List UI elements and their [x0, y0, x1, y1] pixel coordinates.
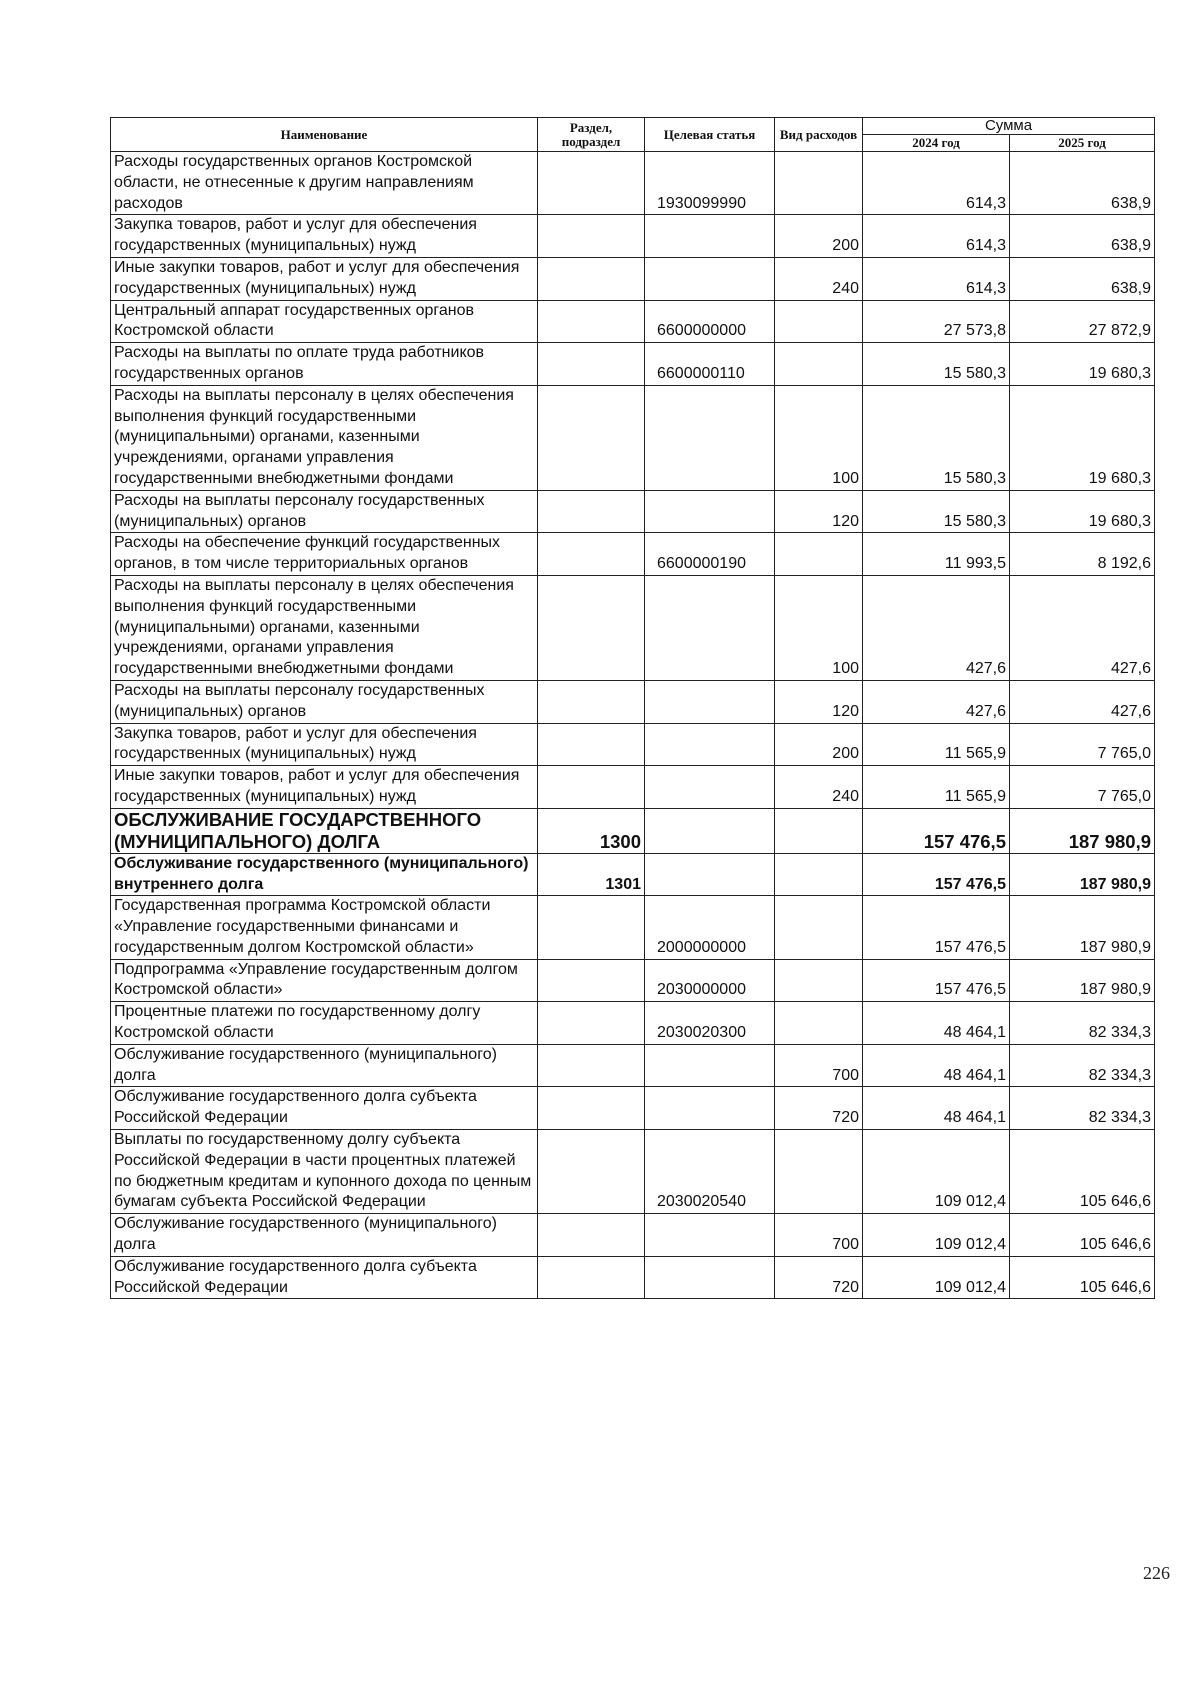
row-target: 2030020540	[645, 1130, 775, 1214]
row-name: Расходы на выплаты персоналу государственных (муниципальных) органов	[111, 490, 538, 533]
row-kind: 700	[775, 1214, 863, 1257]
row-amount-2025: 19 680,3	[1010, 343, 1155, 386]
row-kind: 120	[775, 490, 863, 533]
row-kind: 240	[775, 766, 863, 809]
row-name: ОБСЛУЖИВАНИЕ ГОСУДАРСТВЕННОГО (МУНИЦИПАЛЬНОГО) ДОЛГА	[111, 808, 538, 853]
header-row	[111, 118, 1155, 135]
row-amount-2025: 187 980,9	[1010, 959, 1155, 1002]
row-kind	[775, 1002, 863, 1045]
row-kind	[775, 808, 863, 853]
row-name: Расходы на выплаты персоналу в целях обеспечения выполнения функций государственными (муниципальными) органами, казенными учреждениями, органами управления государственными внебюджетными фондами	[111, 575, 538, 680]
row-name: Выплаты по государственному долгу субъекта Российской Федерации в части процентных платежей по бюджетным кредитам и купонного дохода по ценным бумагам субъекта Российской Федерации	[111, 1130, 538, 1214]
row-amount-2024: 48 464,1	[863, 1044, 1010, 1087]
row-amount-2024: 109 012,4	[863, 1214, 1010, 1257]
row-section	[538, 257, 645, 300]
row-name: Обслуживание государственного долга субъекта Российской Федерации	[111, 1256, 538, 1299]
row-name: Государственная программа Костромской области «Управление государственными финансами и государственным долгом Костромской области»	[111, 896, 538, 959]
row-amount-2024: 614,3	[863, 215, 1010, 258]
table-row	[111, 1087, 1155, 1130]
row-kind: 200	[775, 723, 863, 766]
row-amount-2025: 187 980,9	[1010, 853, 1155, 896]
row-name: Подпрограмма «Управление государственным долгом Костромской области»	[111, 959, 538, 1002]
row-amount-2024: 157 476,5	[863, 853, 1010, 896]
row-target	[645, 723, 775, 766]
table-row	[111, 575, 1155, 680]
row-amount-2025: 638,9	[1010, 152, 1155, 215]
row-amount-2024: 157 476,5	[863, 896, 1010, 959]
header-kind: Вид расходов	[775, 118, 863, 152]
row-amount-2024: 48 464,1	[863, 1002, 1010, 1045]
budget-table	[110, 117, 1155, 1299]
row-amount-2025: 638,9	[1010, 257, 1155, 300]
row-kind: 700	[775, 1044, 863, 1087]
row-target: 6600000190	[645, 533, 775, 576]
row-amount-2024: 427,6	[863, 680, 1010, 723]
row-name: Расходы на выплаты персоналу государственных (муниципальных) органов	[111, 680, 538, 723]
row-target	[645, 853, 775, 896]
row-kind	[775, 343, 863, 386]
row-amount-2024: 48 464,1	[863, 1087, 1010, 1130]
header-sum: Сумма	[863, 118, 1155, 135]
row-amount-2024: 15 580,3	[863, 343, 1010, 386]
table-row	[111, 215, 1155, 258]
row-amount-2024: 614,3	[863, 257, 1010, 300]
row-name: Расходы государственных органов Костромской области, не отнесенные к другим направлениям расходов	[111, 152, 538, 215]
table-row	[111, 1130, 1155, 1214]
row-kind: 100	[775, 575, 863, 680]
row-target: 6600000000	[645, 300, 775, 343]
table-row	[111, 385, 1155, 490]
row-target: 2030000000	[645, 959, 775, 1002]
row-section	[538, 1044, 645, 1087]
row-section	[538, 575, 645, 680]
row-amount-2025: 105 646,6	[1010, 1256, 1155, 1299]
row-amount-2025: 638,9	[1010, 215, 1155, 258]
header-year-2024: 2024 год	[863, 135, 1010, 152]
row-target	[645, 1256, 775, 1299]
row-target: 6600000110	[645, 343, 775, 386]
row-amount-2024: 15 580,3	[863, 385, 1010, 490]
row-kind	[775, 300, 863, 343]
row-amount-2025: 427,6	[1010, 680, 1155, 723]
table-body	[111, 152, 1155, 1299]
row-amount-2024: 11 993,5	[863, 533, 1010, 576]
row-name: Расходы на обеспечение функций государственных органов, в том числе территориальных органов	[111, 533, 538, 576]
table-row	[111, 343, 1155, 386]
row-section: 1300	[538, 808, 645, 853]
row-name: Закупка товаров, работ и услуг для обеспечения государственных (муниципальных) нужд	[111, 215, 538, 258]
table-row	[111, 300, 1155, 343]
row-amount-2025: 82 334,3	[1010, 1044, 1155, 1087]
row-kind: 720	[775, 1087, 863, 1130]
row-amount-2025: 105 646,6	[1010, 1214, 1155, 1257]
row-target	[645, 680, 775, 723]
row-kind	[775, 533, 863, 576]
table-row	[111, 853, 1155, 896]
row-section	[538, 490, 645, 533]
row-amount-2024: 11 565,9	[863, 766, 1010, 809]
row-amount-2025: 8 192,6	[1010, 533, 1155, 576]
row-section	[538, 1130, 645, 1214]
header-section: Раздел, подраздел	[538, 118, 645, 152]
row-section	[538, 723, 645, 766]
row-amount-2025: 7 765,0	[1010, 766, 1155, 809]
row-target	[645, 1044, 775, 1087]
row-name: Обслуживание государственного (муниципального) долга	[111, 1214, 538, 1257]
table-row	[111, 1044, 1155, 1087]
header-target: Целевая статья	[645, 118, 775, 152]
table-row	[111, 723, 1155, 766]
row-name: Центральный аппарат государственных органов Костромской области	[111, 300, 538, 343]
row-target	[645, 1214, 775, 1257]
row-section	[538, 300, 645, 343]
row-section	[538, 1214, 645, 1257]
row-amount-2025: 19 680,3	[1010, 385, 1155, 490]
row-name: Расходы на выплаты персоналу в целях обеспечения выполнения функций государственными (муниципальными) органами, казенными учреждениями, органами управления государственными внебюджетными фондами	[111, 385, 538, 490]
row-section	[538, 1256, 645, 1299]
row-target: 2030020300	[645, 1002, 775, 1045]
row-amount-2025: 82 334,3	[1010, 1002, 1155, 1045]
row-target	[645, 385, 775, 490]
row-kind	[775, 152, 863, 215]
table-row	[111, 1214, 1155, 1257]
header-year-2025: 2025 год	[1010, 135, 1155, 152]
row-name: Закупка товаров, работ и услуг для обеспечения государственных (муниципальных) нужд	[111, 723, 538, 766]
row-section	[538, 215, 645, 258]
row-target	[645, 575, 775, 680]
row-amount-2024: 157 476,5	[863, 808, 1010, 853]
row-section	[538, 680, 645, 723]
row-kind	[775, 959, 863, 1002]
row-section	[538, 766, 645, 809]
row-target	[645, 215, 775, 258]
row-amount-2025: 427,6	[1010, 575, 1155, 680]
row-section	[538, 343, 645, 386]
row-amount-2024: 109 012,4	[863, 1130, 1010, 1214]
table-row	[111, 257, 1155, 300]
row-kind	[775, 1130, 863, 1214]
row-name: Обслуживание государственного долга субъекта Российской Федерации	[111, 1087, 538, 1130]
row-section	[538, 385, 645, 490]
table-row	[111, 959, 1155, 1002]
row-kind	[775, 853, 863, 896]
row-name: Обслуживание государственного (муниципального) внутреннего долга	[111, 853, 538, 896]
row-section	[538, 896, 645, 959]
row-name: Иные закупки товаров, работ и услуг для обеспечения государственных (муниципальных) нужд	[111, 257, 538, 300]
row-kind: 120	[775, 680, 863, 723]
row-amount-2025: 105 646,6	[1010, 1130, 1155, 1214]
row-kind: 240	[775, 257, 863, 300]
row-section	[538, 1002, 645, 1045]
row-target	[645, 1087, 775, 1130]
row-target: 2000000000	[645, 896, 775, 959]
row-section	[538, 959, 645, 1002]
row-amount-2024: 15 580,3	[863, 490, 1010, 533]
row-section: 1301	[538, 853, 645, 896]
header-name: Наименование	[111, 118, 538, 152]
row-amount-2024: 427,6	[863, 575, 1010, 680]
row-section	[538, 152, 645, 215]
row-amount-2025: 19 680,3	[1010, 490, 1155, 533]
row-amount-2024: 27 573,8	[863, 300, 1010, 343]
row-kind: 100	[775, 385, 863, 490]
row-target	[645, 766, 775, 809]
row-target	[645, 257, 775, 300]
row-kind	[775, 896, 863, 959]
table-row	[111, 808, 1155, 853]
table-row	[111, 152, 1155, 215]
row-amount-2025: 187 980,9	[1010, 808, 1155, 853]
row-name: Расходы на выплаты по оплате труда работников государственных органов	[111, 343, 538, 386]
row-name: Обслуживание государственного (муниципального) долга	[111, 1044, 538, 1087]
row-amount-2025: 82 334,3	[1010, 1087, 1155, 1130]
row-amount-2025: 27 872,9	[1010, 300, 1155, 343]
table-row	[111, 680, 1155, 723]
row-amount-2024: 157 476,5	[863, 959, 1010, 1002]
page-number: 226	[1143, 1563, 1170, 1583]
row-target	[645, 808, 775, 853]
row-kind: 200	[775, 215, 863, 258]
table-row	[111, 896, 1155, 959]
table-row	[111, 1002, 1155, 1045]
row-amount-2025: 187 980,9	[1010, 896, 1155, 959]
row-amount-2024: 11 565,9	[863, 723, 1010, 766]
table-row	[111, 533, 1155, 576]
row-target: 1930099990	[645, 152, 775, 215]
row-amount-2024: 614,3	[863, 152, 1010, 215]
row-amount-2024: 109 012,4	[863, 1256, 1010, 1299]
row-name: Процентные платежи по государственному долгу Костромской области	[111, 1002, 538, 1045]
table-row	[111, 490, 1155, 533]
row-section	[538, 1087, 645, 1130]
row-section	[538, 533, 645, 576]
table-row	[111, 766, 1155, 809]
row-amount-2025: 7 765,0	[1010, 723, 1155, 766]
row-name: Иные закупки товаров, работ и услуг для обеспечения государственных (муниципальных) нужд	[111, 766, 538, 809]
row-kind: 720	[775, 1256, 863, 1299]
row-target	[645, 490, 775, 533]
table-row	[111, 1256, 1155, 1299]
